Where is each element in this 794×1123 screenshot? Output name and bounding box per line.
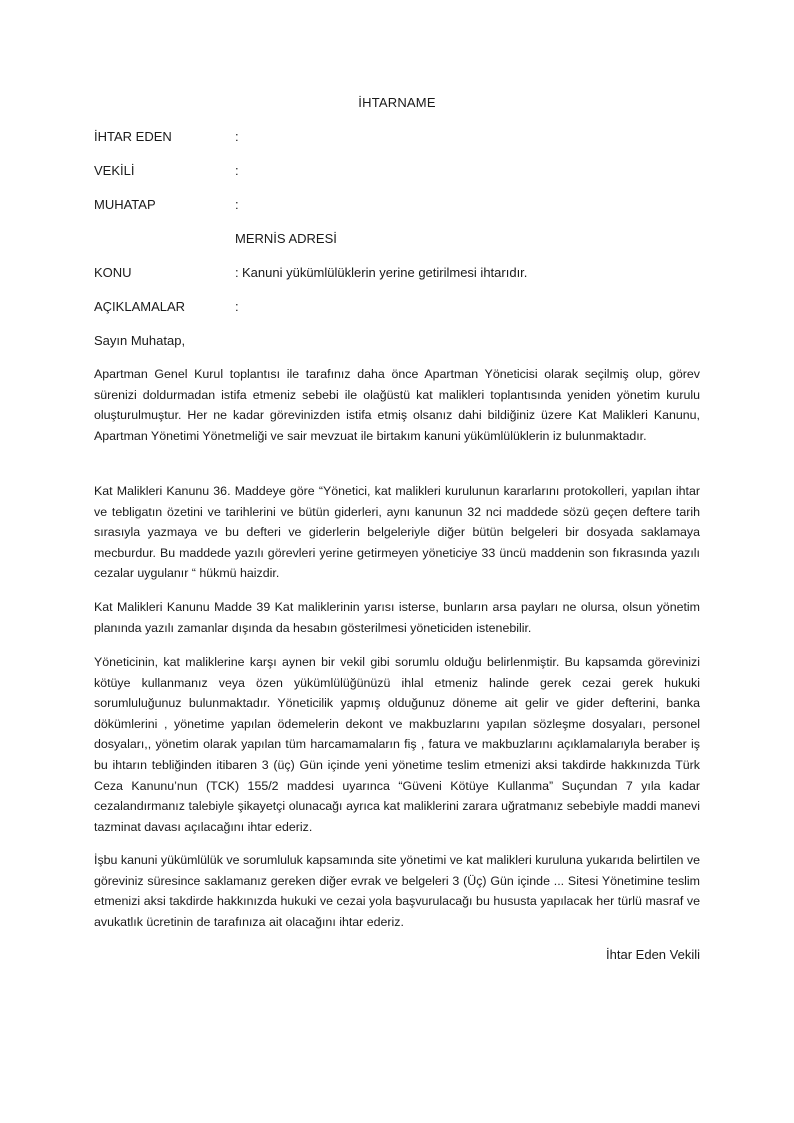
field-muhatap (94, 196, 700, 214)
field-value: Kanuni yükümlülüklerin yerine getirilmesi ihtarıdır. (242, 265, 528, 280)
field-colon: : (235, 299, 239, 314)
field-label: AÇIKLAMALAR (94, 299, 186, 314)
salutation: Sayın Muhatap, (94, 333, 186, 348)
field-label: İHTAR EDEN (94, 129, 172, 144)
field-vekili (94, 162, 700, 180)
paragraph-3: Kat Malikleri Kanunu Madde 39 Kat maliklerinin yarısı isterse, bunların arsa payları ne olursa, olsun yönetim planında yazılı zamanlar dışında da hesabın gösterilmesi yöneticiden istenebilir. (94, 600, 700, 635)
field-colon: : (235, 265, 239, 280)
field-colon: : (235, 129, 239, 144)
mernis-address-label: MERNİS ADRESİ (235, 231, 337, 246)
document-title: İHTARNAME (358, 95, 436, 110)
paragraph-5: İşbu kanuni yükümlülük ve sorumluluk kapsamında site yönetimi ve kat malikleri kuruluna yukarıda belirtilen ve göreviniz süresince saklamanız gereken diğer evrak ve belgeleri 3 (Üç) Gün içinde ... Sitesi Yönetimine teslim etmenizi aksi takdirde hakkınızda hukuki ve cezai yola başvurulacağı bu hususta yapılacak her türlü masraf ve avukatlık ücretinin de tarafınıza ait olacağını ihtar ederiz. (94, 853, 700, 929)
signature: İhtar Eden Vekili (606, 947, 700, 962)
field-colon: : (235, 163, 239, 178)
paragraph-4: Yöneticinin, kat maliklerine karşı aynen bir vekil gibi sorumlu olduğu belirlenmiştir. Bu kapsamda görevinizi kötüye kullanmanız veya özen yükümlülüğünüzü ihlal etmeniz halinde gerek cezai gerek hukuki sorumluluğunuz bulunmaktadır. Yöneticilik yapmış olduğunuz döneme ait gelir ve gider defterini, banka dökümlerini , yönetime yapılan ödemelerin dekont ve makbuzlarını yapılan sözleşme dosyaları, personel dosyaları,, yönetim olarak yapılan tüm harcamamaların fiş , fatura ve makbuzlarını açıklamalarıyla beraber iş bu ihtarın tebliğinden itibaren 3 (üç) Gün içinde yeni yönetime teslim etmenizi aksi takdirde hakkınızda Türk Ceza Kanunu’nun (TCK) 155/2 maddesi uyarınca “Güveni Kötüye Kullanma” Suçundan 7 yıla kadar cezalandırmanız talebiyle şikayetçi olunacağı ayrıca kat maliklerini zarara uğratmanız sebebiyle maddi manevi tazminat davası açılacağını ihtar ederiz. (94, 655, 700, 834)
field-colon: : (235, 197, 239, 212)
paragraph-1: Apartman Genel Kurul toplantısı ile tarafınız daha önce Apartman Yöneticisi olarak seçilmiş olup, görev sürenizi doldurmadan istifa etmeniz sebebi ile olağüstü kat malikleri toplantısında yeniden yönetim kurulu oluşturulmuştur. Her ne kadar görevinizden istifa etmiş olsanız dahi bildiğiniz üzere Kat Malikleri Kanunu, Apartman Yönetimi Yönetmeliği ve sair mevzuat ile birtakım kanuni yükümlülüklerin iz bulunmaktadır. (94, 367, 700, 443)
paragraph-2: Kat Malikleri Kanunu 36. Maddeye göre “Yönetici, kat malikleri kurulunun kararlarını protokolleri, yapılan ihtar ve tebligatın özetini ve tarihlerini ve bütün giderleri, aynı kanunun 32 nci maddede sözü geçen deftere tarih sırasıyla yazmaya ve bu defteri ve giderlerin belgeleriyle diğer bütün belgeleri bir dosyada saklamaya mecburdur. Bu maddede yazılı görevleri yerine getirmeyen yöneticiye 33 üncü maddenin son fıkrasında yazılı cezalar uygulanır “ hükmü haizdir. (94, 484, 700, 581)
field-label: KONU (94, 265, 132, 280)
field-label: VEKİLİ (94, 163, 135, 178)
field-konu (94, 264, 700, 282)
field-aciklamalar (94, 298, 700, 316)
field-ihtar-eden (94, 128, 700, 146)
field-label: MUHATAP (94, 197, 156, 212)
